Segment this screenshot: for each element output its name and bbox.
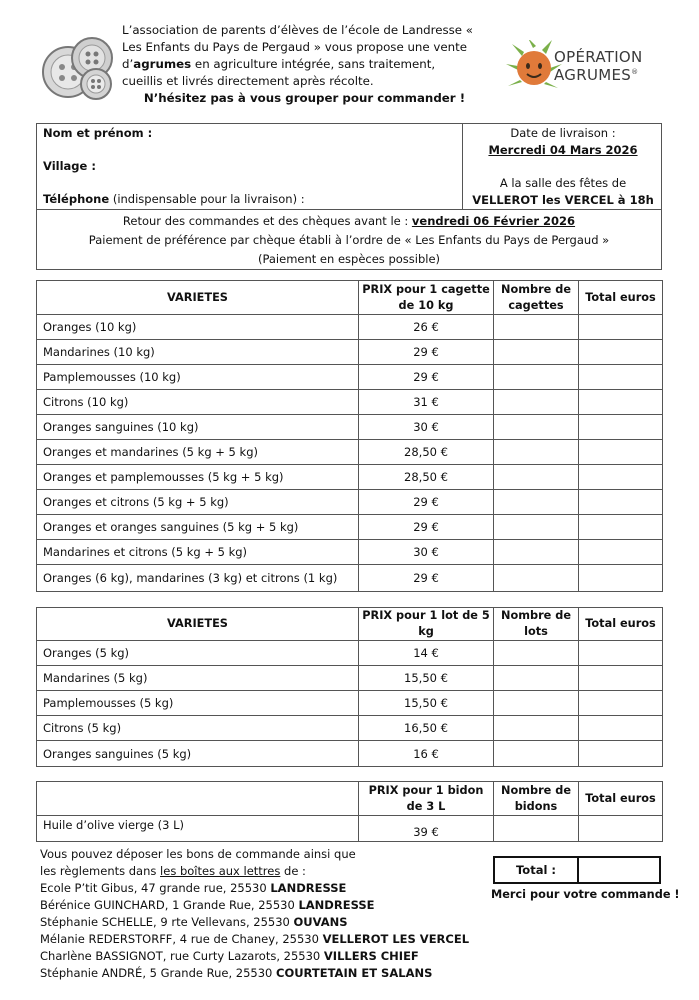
address-item xyxy=(40,897,480,914)
address-item xyxy=(40,948,480,965)
variety-price: 15,50 € xyxy=(359,691,494,716)
variety-name: Oranges (10 kg) xyxy=(37,315,359,340)
quantity-cell[interactable] xyxy=(494,390,579,415)
name-label: Nom et prénom : xyxy=(43,126,153,140)
header-quantity: Nombre de bidons xyxy=(494,782,579,816)
address-text: Ecole P’tit Gibus, 47 grande rue, 25530 xyxy=(40,881,271,895)
header-price: PRIX pour 1 cagette de 10 kg xyxy=(359,281,494,315)
quantity-cell[interactable] xyxy=(494,340,579,365)
header-total: Total euros xyxy=(579,281,663,315)
variety-price: 15,50 € xyxy=(359,666,494,691)
variety-price: 14 € xyxy=(359,641,494,666)
total-cell[interactable] xyxy=(579,641,663,666)
address-text: Charlène BASSIGNOT, rue Curty Lazarots, 25530 xyxy=(40,949,324,963)
quantity-cell[interactable] xyxy=(494,490,579,515)
variety-name: Oranges (6 kg), mandarines (3 kg) et citrons (1 kg) xyxy=(37,565,359,592)
variety-price: 16,50 € xyxy=(359,716,494,741)
table-row xyxy=(37,641,663,666)
delivery-date: Mercredi 04 Mars 2026 xyxy=(488,143,638,157)
variety-name: Huile d’olive vierge (3 L) xyxy=(37,816,359,842)
header-total: Total euros xyxy=(579,608,663,641)
bidons-table xyxy=(36,781,663,842)
total-cell[interactable] xyxy=(579,540,663,565)
address-text: Mélanie REDERSTORFF, 4 rue de Chaney, 25530 xyxy=(40,932,323,946)
variety-price: 29 € xyxy=(359,515,494,540)
total-cell[interactable] xyxy=(579,816,663,842)
logo-registered-mark: ® xyxy=(631,68,639,76)
grand-total-label: Total : xyxy=(495,858,579,882)
variety-name: Oranges sanguines (10 kg) xyxy=(37,415,359,440)
total-cell[interactable] xyxy=(579,666,663,691)
lots-table xyxy=(36,607,663,767)
quantity-cell[interactable] xyxy=(494,315,579,340)
return-date: vendredi 06 Février 2026 xyxy=(411,214,576,228)
variety-name: Oranges et oranges sanguines (5 kg + 5 kg) xyxy=(37,515,359,540)
logo-line1: OPÉRATION xyxy=(554,48,643,66)
dropoff-pre: les règlements dans xyxy=(40,864,161,878)
header-empty xyxy=(37,782,359,816)
operation-agrumes-logo xyxy=(506,40,666,92)
village-label: Village : xyxy=(43,159,96,173)
total-cell[interactable] xyxy=(579,490,663,515)
quantity-cell[interactable] xyxy=(494,666,579,691)
total-cell[interactable] xyxy=(579,716,663,741)
total-cell[interactable] xyxy=(579,340,663,365)
payment-cash: (Paiement en espèces possible) xyxy=(257,252,441,266)
variety-name: Pamplemousses (5 kg) xyxy=(37,691,359,716)
header-price: PRIX pour 1 lot de 5 kg xyxy=(359,608,494,641)
total-cell[interactable] xyxy=(579,415,663,440)
dropoff-intro-line1: Vous pouvez déposer les bons de commande ainsi que xyxy=(40,847,356,861)
variety-price: 30 € xyxy=(359,540,494,565)
variety-price: 29 € xyxy=(359,365,494,390)
table-row xyxy=(37,816,663,842)
total-cell[interactable] xyxy=(579,741,663,767)
delivery-place-label: A la salle des fêtes de xyxy=(499,176,627,190)
table-row xyxy=(37,415,663,440)
quantity-cell[interactable] xyxy=(494,565,579,592)
header-quantity: Nombre de lots xyxy=(494,608,579,641)
call-to-action: N’hésitez pas à vous grouper pour commander ! xyxy=(143,91,466,105)
address-text: Bérénice GUINCHARD, 1 Grande Rue, 25530 xyxy=(40,898,299,912)
address-item xyxy=(40,914,480,931)
phone-note: (indispensable pour la livraison) : xyxy=(109,192,305,206)
cagettes-table xyxy=(36,280,663,592)
logo-line2: AGRUMES xyxy=(554,66,632,84)
address-town: LANDRESSE xyxy=(270,881,347,895)
payment-info xyxy=(37,211,661,270)
quantity-cell[interactable] xyxy=(494,741,579,767)
intro-text xyxy=(122,22,477,107)
buttons-logo-icon xyxy=(40,32,116,102)
delivery-place: VELLEROT les VERCEL à 18h xyxy=(472,193,654,207)
quantity-cell[interactable] xyxy=(494,816,579,842)
total-cell[interactable] xyxy=(579,440,663,465)
table-header-row xyxy=(37,281,663,315)
phone-field[interactable] xyxy=(43,192,305,206)
info-top xyxy=(37,124,661,210)
variety-price: 29 € xyxy=(359,565,494,592)
table-row xyxy=(37,691,663,716)
intro-part1: L’association de parents d’élèves de l’école de Landresse « Les Enfants du Pays de Pergaud » vous propose une vente d’ xyxy=(122,23,474,71)
mailbox-link: les boîtes aux lettres xyxy=(160,864,281,878)
dropoff-post: de : xyxy=(280,864,306,878)
dropoff-info xyxy=(40,846,480,982)
logo-text xyxy=(554,50,643,83)
variety-price: 16 € xyxy=(359,741,494,767)
variety-name: Mandarines (10 kg) xyxy=(37,340,359,365)
address-text: Stéphanie SCHELLE, 9 rte Vellevans, 25530 xyxy=(40,915,294,929)
quantity-cell[interactable] xyxy=(494,365,579,390)
header-total: Total euros xyxy=(579,782,663,816)
village-field[interactable] xyxy=(43,159,96,173)
table-row xyxy=(37,365,663,390)
table-header-row xyxy=(37,608,663,641)
total-cell[interactable] xyxy=(579,565,663,592)
variety-price: 30 € xyxy=(359,415,494,440)
table-row xyxy=(37,515,663,540)
table-row xyxy=(37,490,663,515)
dropoff-intro-line2 xyxy=(40,863,480,880)
name-field[interactable] xyxy=(43,126,152,140)
variety-name: Mandarines (5 kg) xyxy=(37,666,359,691)
address-town: VELLEROT LES VERCEL xyxy=(322,932,470,946)
variety-name: Pamplemousses (10 kg) xyxy=(37,365,359,390)
grand-total-field[interactable] xyxy=(579,858,659,882)
variety-price: 28,50 € xyxy=(359,465,494,490)
variety-price: 29 € xyxy=(359,340,494,365)
quantity-cell[interactable] xyxy=(494,515,579,540)
variety-price: 39 € xyxy=(359,816,494,842)
delivery-info xyxy=(464,124,662,210)
total-cell[interactable] xyxy=(579,315,663,340)
total-cell[interactable] xyxy=(579,390,663,415)
return-label: Retour des commandes et des chèques avant le : xyxy=(122,214,412,228)
intro-bold: agrumes xyxy=(133,57,192,71)
table-row xyxy=(37,390,663,415)
quantity-cell[interactable] xyxy=(494,415,579,440)
variety-name: Oranges et mandarines (5 kg + 5 kg) xyxy=(37,440,359,465)
thank-you-message: Merci pour votre commande ! xyxy=(491,888,680,901)
address-item xyxy=(40,965,480,982)
quantity-cell[interactable] xyxy=(494,440,579,465)
quantity-cell[interactable] xyxy=(494,465,579,490)
total-cell[interactable] xyxy=(579,465,663,490)
grand-total-box xyxy=(493,856,661,884)
quantity-cell[interactable] xyxy=(494,641,579,666)
table-row xyxy=(37,666,663,691)
total-cell[interactable] xyxy=(579,365,663,390)
table-header-row xyxy=(37,782,663,816)
variety-price: 29 € xyxy=(359,490,494,515)
address-town: VILLERS CHIEF xyxy=(323,949,419,963)
quantity-cell[interactable] xyxy=(494,540,579,565)
address-town: LANDRESSE xyxy=(298,898,375,912)
variety-name: Citrons (5 kg) xyxy=(37,716,359,741)
variety-price: 28,50 € xyxy=(359,440,494,465)
delivery-date-label: Date de livraison : xyxy=(510,126,616,140)
header-varietes: VARIETES xyxy=(37,281,359,315)
variety-name: Mandarines et citrons (5 kg + 5 kg) xyxy=(37,540,359,565)
header-varietes: VARIETES xyxy=(37,608,359,641)
intro-part2: en agriculture intégrée, sans traitement, cueillis et livrés directement après récolte. xyxy=(122,57,436,88)
variety-name: Oranges et citrons (5 kg + 5 kg) xyxy=(37,490,359,515)
table-row xyxy=(37,540,663,565)
return-deadline xyxy=(37,212,661,231)
variety-name: Oranges (5 kg) xyxy=(37,641,359,666)
total-cell[interactable] xyxy=(579,515,663,540)
quantity-cell[interactable] xyxy=(494,716,579,741)
address-item xyxy=(40,931,480,948)
phone-label: Téléphone xyxy=(43,192,110,206)
customer-info-box xyxy=(36,123,662,270)
address-town: COURTETAIN ET SALANS xyxy=(276,966,433,980)
table-row xyxy=(37,565,663,592)
payment-line: Paiement de préférence par chèque établi à l’ordre de « Les Enfants du Pays de Pergaud » xyxy=(88,233,610,247)
address-town: OUVANS xyxy=(293,915,348,929)
table-row xyxy=(37,741,663,767)
header-quantity: Nombre de cagettes xyxy=(494,281,579,315)
table-row xyxy=(37,716,663,741)
header-price: PRIX pour 1 bidon de 3 L xyxy=(359,782,494,816)
address-item xyxy=(40,880,480,897)
variety-name: Oranges sanguines (5 kg) xyxy=(37,741,359,767)
variety-name: Oranges et pamplemousses (5 kg + 5 kg) xyxy=(37,465,359,490)
variety-price: 26 € xyxy=(359,315,494,340)
customer-fields xyxy=(37,124,463,210)
table-row xyxy=(37,340,663,365)
table-row xyxy=(37,440,663,465)
total-cell[interactable] xyxy=(579,691,663,716)
header xyxy=(0,0,699,118)
table-row xyxy=(37,315,663,340)
variety-price: 31 € xyxy=(359,390,494,415)
table-row xyxy=(37,465,663,490)
quantity-cell[interactable] xyxy=(494,691,579,716)
address-text: Stéphanie ANDRÉ, 5 Grande Rue, 25530 xyxy=(40,966,276,980)
variety-name: Citrons (10 kg) xyxy=(37,390,359,415)
